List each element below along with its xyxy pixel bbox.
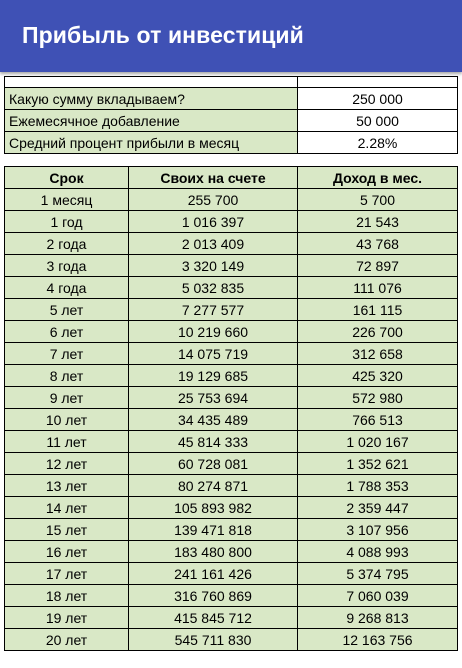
- app-bar: [0, 0, 462, 72]
- table-row: [5, 431, 458, 453]
- income-cell: 1 352 621: [298, 453, 458, 475]
- income-cell: 21 543: [298, 211, 458, 233]
- balance-cell: 7 277 577: [129, 299, 298, 321]
- term-cell: 7 лет: [5, 343, 129, 365]
- column-header-balance: Своих на счете: [129, 167, 298, 189]
- term-cell: 17 лет: [5, 563, 129, 585]
- table-row: [5, 343, 458, 365]
- income-cell: 2 359 447: [298, 497, 458, 519]
- term-cell: 8 лет: [5, 365, 129, 387]
- spacer-cell: [298, 77, 458, 88]
- table-row: [5, 321, 458, 343]
- table-row: [5, 497, 458, 519]
- inputs-table: [4, 76, 458, 154]
- results-body: [5, 189, 458, 651]
- table-row: [5, 629, 458, 651]
- balance-cell: 80 274 871: [129, 475, 298, 497]
- table-row: [5, 365, 458, 387]
- balance-cell: 2 013 409: [129, 233, 298, 255]
- column-header-term: Срок: [5, 167, 129, 189]
- input-row-monthly: [5, 110, 458, 132]
- table-row: [5, 607, 458, 629]
- balance-cell: 316 760 869: [129, 585, 298, 607]
- monthly-percent-label: Средний процент прибыли в месяц: [5, 132, 298, 154]
- balance-cell: 545 711 830: [129, 629, 298, 651]
- balance-cell: 183 480 800: [129, 541, 298, 563]
- results-header-row: [5, 167, 458, 189]
- table-row: [5, 233, 458, 255]
- income-cell: 161 115: [298, 299, 458, 321]
- term-cell: 10 лет: [5, 409, 129, 431]
- income-cell: 111 076: [298, 277, 458, 299]
- table-row: [5, 475, 458, 497]
- income-cell: 1 020 167: [298, 431, 458, 453]
- table-row: [5, 255, 458, 277]
- term-cell: 1 месяц: [5, 189, 129, 211]
- term-cell: 14 лет: [5, 497, 129, 519]
- term-cell: 13 лет: [5, 475, 129, 497]
- income-cell: 766 513: [298, 409, 458, 431]
- table-row: [5, 563, 458, 585]
- spacer-cell: [5, 77, 298, 88]
- monthly-addition-label: Ежемесячное добавление: [5, 110, 298, 132]
- balance-cell: 25 753 694: [129, 387, 298, 409]
- term-cell: 3 года: [5, 255, 129, 277]
- input-row-amount: [5, 88, 458, 110]
- balance-cell: 139 471 818: [129, 519, 298, 541]
- table-row: [5, 299, 458, 321]
- balance-cell: 14 075 719: [129, 343, 298, 365]
- monthly-percent-field[interactable]: 2.28%: [298, 132, 458, 154]
- table-row: [5, 409, 458, 431]
- term-cell: 6 лет: [5, 321, 129, 343]
- term-cell: 20 лет: [5, 629, 129, 651]
- term-cell: 4 года: [5, 277, 129, 299]
- monthly-addition-field[interactable]: 50 000: [298, 110, 458, 132]
- term-cell: 19 лет: [5, 607, 129, 629]
- table-row: [5, 211, 458, 233]
- balance-cell: 19 129 685: [129, 365, 298, 387]
- results-table: [4, 166, 458, 651]
- app-title: Прибыль от инвестиций: [22, 22, 304, 48]
- income-cell: 12 163 756: [298, 629, 458, 651]
- income-cell: 4 088 993: [298, 541, 458, 563]
- term-cell: 16 лет: [5, 541, 129, 563]
- input-row-percent: [5, 132, 458, 154]
- term-cell: 9 лет: [5, 387, 129, 409]
- term-cell: 5 лет: [5, 299, 129, 321]
- term-cell: 18 лет: [5, 585, 129, 607]
- balance-cell: 60 728 081: [129, 453, 298, 475]
- income-cell: 425 320: [298, 365, 458, 387]
- table-row: [5, 387, 458, 409]
- table-row: [5, 453, 458, 475]
- income-cell: 72 897: [298, 255, 458, 277]
- term-cell: 2 года: [5, 233, 129, 255]
- income-cell: 3 107 956: [298, 519, 458, 541]
- table-row: [5, 541, 458, 563]
- table-row: [5, 519, 458, 541]
- balance-cell: 45 814 333: [129, 431, 298, 453]
- income-cell: 5 374 795: [298, 563, 458, 585]
- term-cell: 12 лет: [5, 453, 129, 475]
- term-cell: 15 лет: [5, 519, 129, 541]
- balance-cell: 10 219 660: [129, 321, 298, 343]
- income-cell: 312 658: [298, 343, 458, 365]
- income-cell: 9 268 813: [298, 607, 458, 629]
- income-cell: 572 980: [298, 387, 458, 409]
- amount-field[interactable]: 250 000: [298, 88, 458, 110]
- term-cell: 1 год: [5, 211, 129, 233]
- balance-cell: 3 320 149: [129, 255, 298, 277]
- table-row: [5, 277, 458, 299]
- balance-cell: 5 032 835: [129, 277, 298, 299]
- balance-cell: 415 845 712: [129, 607, 298, 629]
- balance-cell: 241 161 426: [129, 563, 298, 585]
- balance-cell: 105 893 982: [129, 497, 298, 519]
- income-cell: 43 768: [298, 233, 458, 255]
- table-row: [5, 585, 458, 607]
- table-row: [5, 189, 458, 211]
- amount-label: Какую сумму вкладываем?: [5, 88, 298, 110]
- balance-cell: 255 700: [129, 189, 298, 211]
- column-header-income: Доход в мес.: [298, 167, 458, 189]
- term-cell: 11 лет: [5, 431, 129, 453]
- income-cell: 7 060 039: [298, 585, 458, 607]
- income-cell: 5 700: [298, 189, 458, 211]
- income-cell: 1 788 353: [298, 475, 458, 497]
- income-cell: 226 700: [298, 321, 458, 343]
- balance-cell: 34 435 489: [129, 409, 298, 431]
- balance-cell: 1 016 397: [129, 211, 298, 233]
- inputs-spacer-row: [5, 77, 458, 88]
